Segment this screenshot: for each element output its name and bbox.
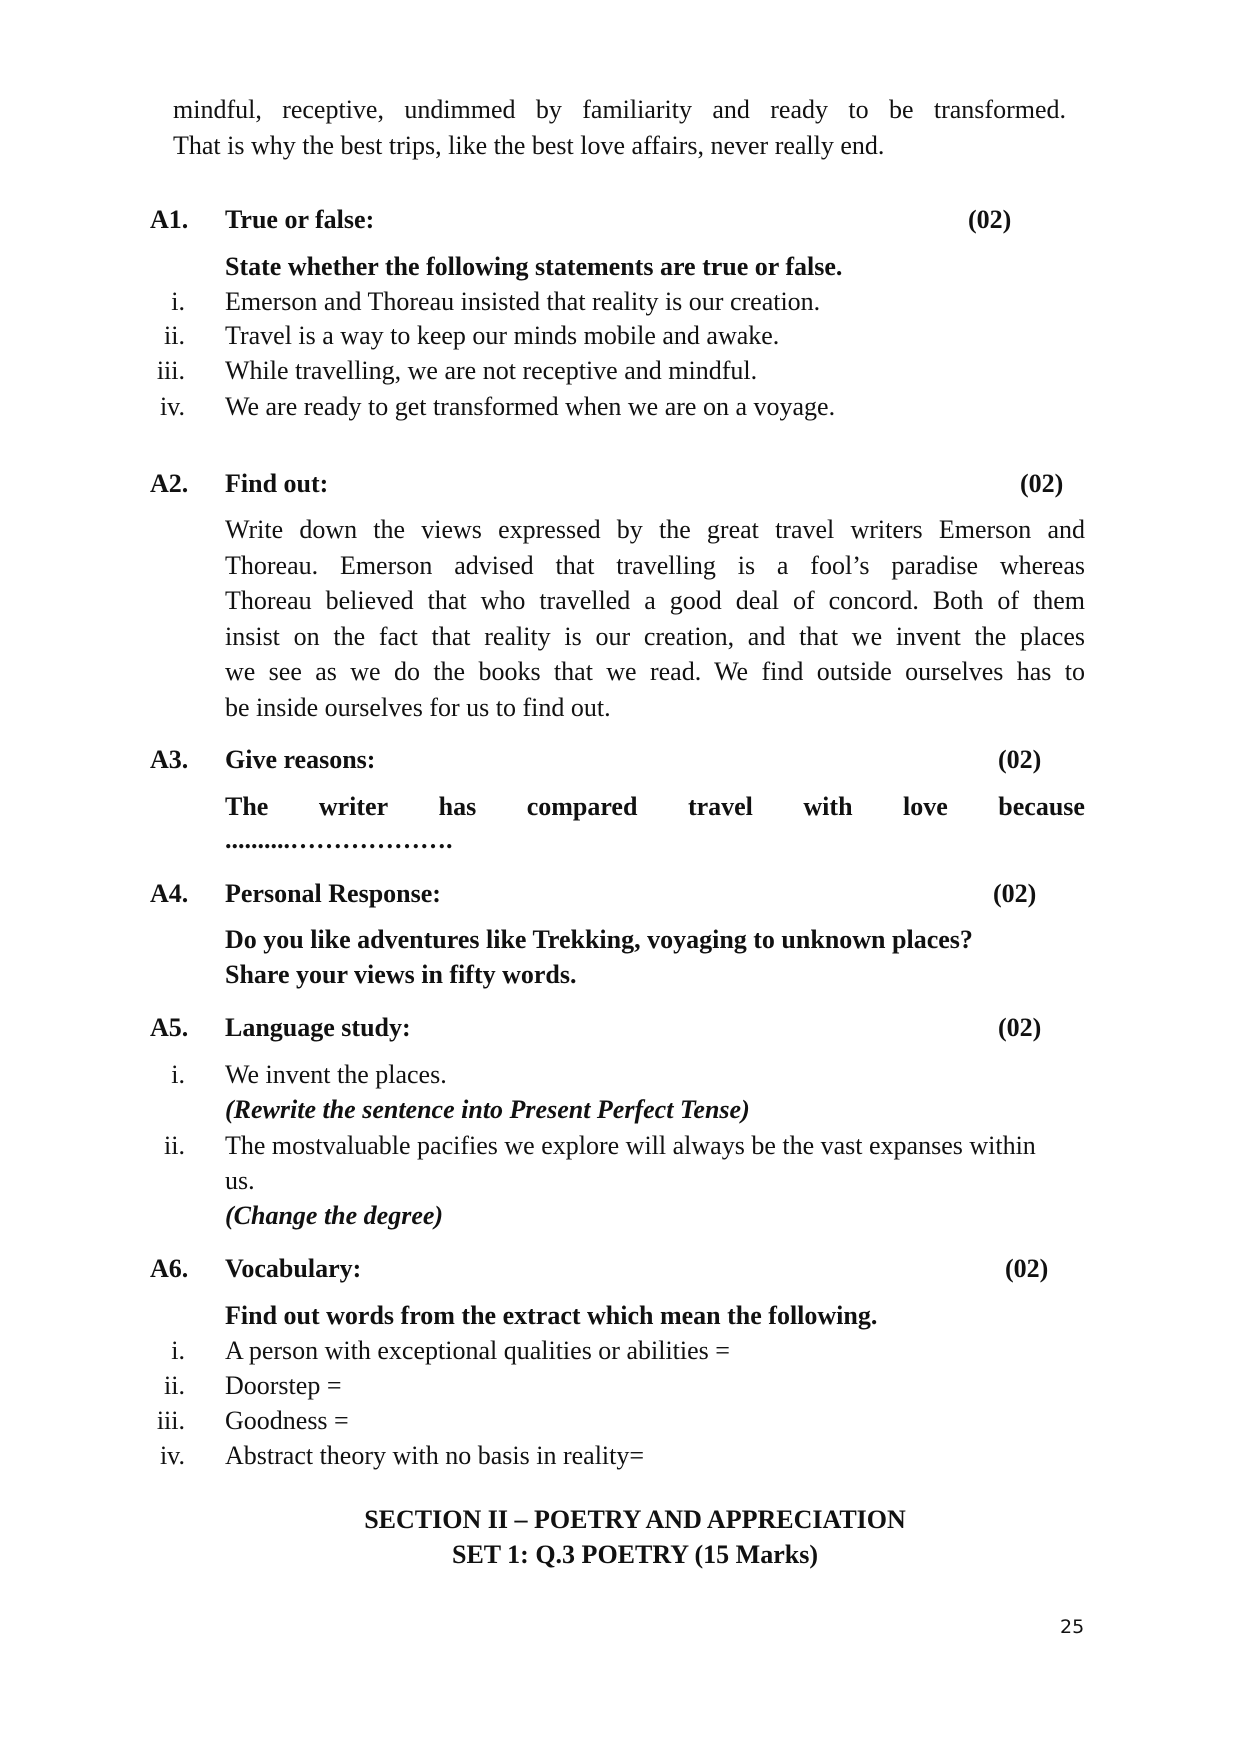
marks-a1: (02) [968, 205, 1012, 234]
item-number: iv. [159, 392, 185, 421]
prompt-word: The [225, 792, 269, 821]
question-text-a4: Do you like adventures like Trekking, voyaging to unknown places? [225, 925, 973, 954]
question-title-a1: True or false: [225, 205, 375, 234]
paragraph-line: Write down the views expressed by the great travel writers Emerson and [225, 515, 1085, 544]
marks-a5: (02) [998, 1013, 1042, 1042]
question-number-a3: A3. [150, 745, 189, 774]
language-instruction: (Rewrite the sentence into Present Perfect Tense) [225, 1095, 750, 1124]
paragraph-line: be inside ourselves for us to find out. [225, 692, 611, 722]
instruction-a1: State whether the following statements are true or false. [225, 252, 843, 281]
vocabulary-item: Goodness = [225, 1406, 349, 1435]
intro-paragraph [173, 92, 1066, 163]
question-title-a5: Language study: [225, 1013, 411, 1042]
question-number-a6: A6. [150, 1254, 189, 1283]
marks-a4: (02) [993, 879, 1037, 908]
item-number: i. [171, 1060, 185, 1089]
vocabulary-item: Abstract theory with no basis in reality= [225, 1441, 645, 1470]
paragraph-line: Thoreau. Emerson advised that travelling is a fool’s paradise whereas [225, 550, 1085, 580]
item-number: ii. [164, 1371, 185, 1400]
language-item-continued: us. [225, 1166, 255, 1195]
prompt-word: writer [318, 792, 389, 821]
prompt-word: because [998, 792, 1085, 821]
instruction-a6: Find out words from the extract which mean the following. [225, 1301, 878, 1330]
section-heading: SECTION II – POETRY AND APPRECIATION [364, 1505, 906, 1534]
intro-line: That is why the best trips, like the best love affairs, never really end. [173, 130, 885, 160]
page-number: 25 [1060, 1616, 1085, 1638]
question-number-a1: A1. [150, 205, 189, 234]
question-title-a3: Give reasons: [225, 745, 376, 774]
section-subheading: SET 1: Q.3 POETRY (15 Marks) [452, 1540, 818, 1569]
language-item: We invent the places. [225, 1060, 447, 1089]
language-item: The mostvaluable pacifies we explore will always be the vast expanses within [225, 1131, 1036, 1160]
question-title-a6: Vocabulary: [225, 1254, 362, 1283]
question-title-a2: Find out: [225, 469, 329, 498]
item-number: ii. [164, 321, 185, 350]
language-instruction: (Change the degree) [225, 1201, 444, 1230]
paragraph-a2 [225, 512, 1085, 725]
paragraph-line: we see as we do the books that we read. We find outside ourselves has to [225, 657, 1085, 686]
question-number-a5: A5. [150, 1013, 189, 1042]
item-number: i. [171, 1336, 185, 1365]
item-number: iii. [156, 1406, 185, 1435]
question-title-a4: Personal Response: [225, 879, 441, 908]
prompt-word: love [903, 792, 948, 821]
statement-item: Emerson and Thoreau insisted that reality is our creation. [225, 287, 821, 316]
prompt-word: has [438, 792, 477, 821]
marks-a6: (02) [1005, 1254, 1049, 1283]
paragraph-line: insist on the fact that reality is our creation, and that we invent the places [225, 621, 1085, 651]
statement-item: We are ready to get transformed when we are on a voyage. [225, 392, 836, 421]
item-number: iii. [156, 356, 185, 385]
vocabulary-item: A person with exceptional qualities or abilities = [225, 1336, 730, 1365]
item-number: ii. [164, 1131, 185, 1160]
statement-item: While travelling, we are not receptive and mindful. [225, 356, 758, 385]
question-text-a4: Share your views in fifty words. [225, 960, 577, 989]
vocabulary-item: Doorstep = [225, 1371, 342, 1400]
item-number: iv. [159, 1441, 185, 1470]
question-number-a4: A4. [150, 879, 189, 908]
statement-item: Travel is a way to keep our minds mobile and awake. [225, 321, 780, 350]
prompt-word: with [803, 792, 853, 821]
question-number-a2: A2. [150, 469, 189, 498]
reason-prompt-a3 [225, 789, 1085, 825]
marks-a3: (02) [998, 745, 1042, 774]
prompt-word: compared [526, 792, 638, 821]
item-number: i. [171, 287, 185, 316]
marks-a2: (02) [1020, 469, 1064, 498]
answer-blank-a3: ..........………………. [225, 825, 453, 854]
intro-line: mindful, receptive, undimmed by familiarity and ready to be transformed. [173, 95, 1066, 124]
paragraph-line: Thoreau believed that who travelled a good deal of concord. Both of them [225, 586, 1085, 615]
prompt-word: travel [687, 792, 753, 821]
